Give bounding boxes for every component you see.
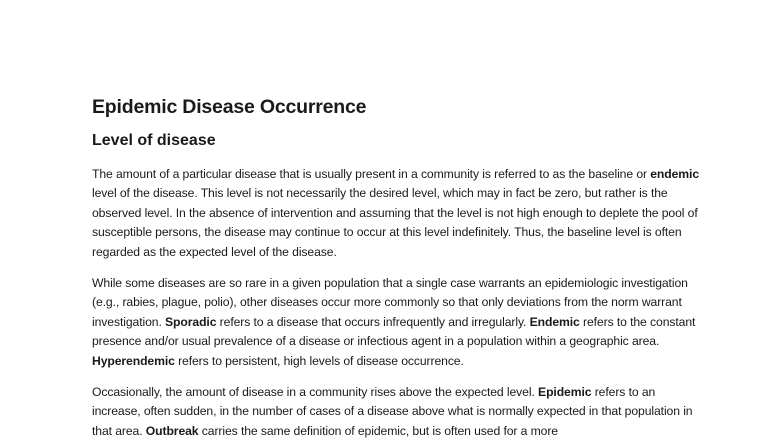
term-hyperendemic: Hyperendemic xyxy=(92,353,175,368)
term-endemic: Endemic xyxy=(529,314,580,329)
document-title: Epidemic Disease Occurrence xyxy=(92,96,367,118)
paragraph-epidemic xyxy=(92,383,702,441)
term-endemic: endemic xyxy=(650,167,699,181)
paragraph-disease-patterns xyxy=(92,274,702,371)
paragraph-text: refers to the constant presence and/or usual prevalence of a disease or infectious agent in a population within a geographic area. xyxy=(92,314,696,349)
paragraph-text: refers to an increase, often sudden, in the number of cases of a disease above what is normally expected in that population in that area. xyxy=(92,385,693,438)
paragraph-text: While some diseases are so rare in a given population that a single case warrants an epidemiologic investigation (e.g., rabies, plague, polio), other diseases occur more commonly so that only deviations from the norm warrant investigation. xyxy=(92,276,688,329)
term-sporadic: Sporadic xyxy=(165,314,217,329)
paragraph-text: refers to a disease that occurs infrequently and irregularly. xyxy=(216,314,530,329)
document-content xyxy=(92,93,702,441)
paragraph-text: Occasionally, the amount of disease in a community rises above the expected level. xyxy=(92,385,539,400)
paragraph-baseline-level xyxy=(92,165,702,262)
term-outbreak: Outbreak xyxy=(145,423,199,438)
section-heading: Level of disease xyxy=(92,132,216,149)
term-epidemic: Epidemic xyxy=(538,385,592,400)
paragraph-text: refers to persistent, high levels of disease occurrence. xyxy=(174,353,464,368)
paragraph-text: level of the disease. This level is not necessarily the desired level, which may in fact be zero, but rather is the observed level. In the absence of intervention and assuming that the level is not high enough to deplete the pool of susceptible persons, the disease may continue to occur at this level indefinitely. Thus, the baseline level is often regarded as the expected level of the disease. xyxy=(92,186,698,259)
paragraph-text: carries the same definition of epidemic, but is often used for a more xyxy=(198,423,558,438)
paragraph-text: The amount of a particular disease that is usually present in a community is referred to as the baseline or xyxy=(92,167,651,181)
